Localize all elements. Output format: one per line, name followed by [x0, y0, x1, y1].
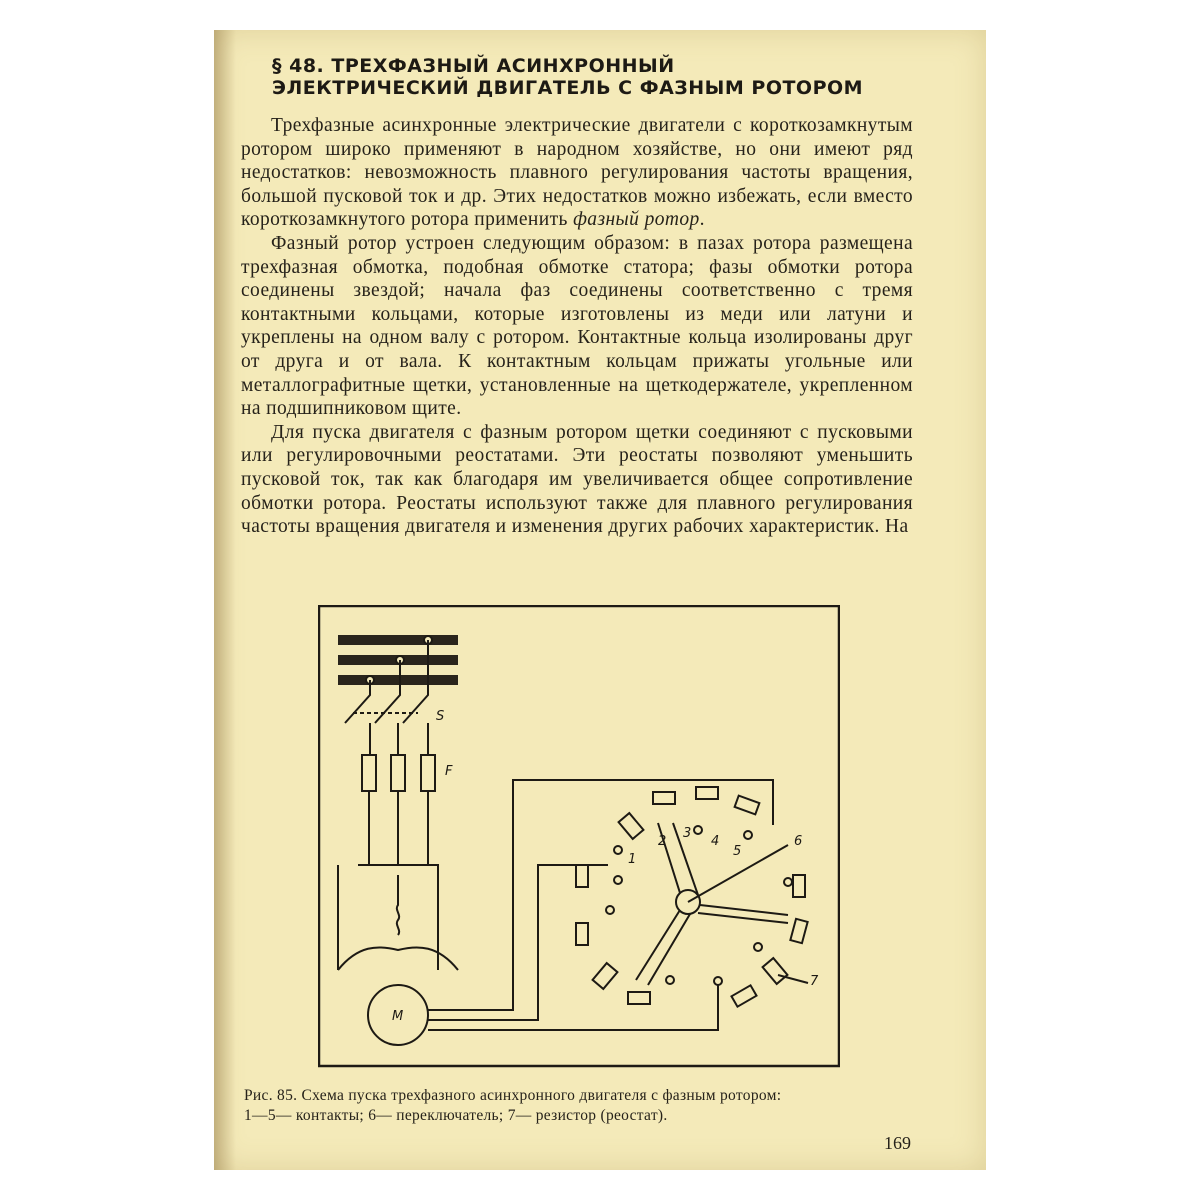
contact-label-1: 1: [628, 852, 637, 867]
rotor-lead-3: [428, 980, 718, 1030]
contact-label-5: 5: [733, 844, 742, 859]
body-text: [241, 114, 913, 539]
paragraph-3: Для пуска двигателя с фазным ротором щетки соединяют с пусковыми или регулировочными реостатами. Эти реостаты позволяют уменьшить пусковой ток, так как благодаря им увеличивается общее сопротивление обмотки ротора. Реостаты используют также для плавного регулирования частоты вращения двигателя и изменения других рабочих характеристик. На: [241, 421, 913, 538]
rotor-lead-2: [428, 865, 608, 1020]
caption-line-2: 1—5— контакты; 6— переключатель; 7— резистор (реостат).: [244, 1107, 668, 1124]
heading-line-1: § 48. ТРЕХФАЗНЫЙ АСИНХРОННЫЙ: [272, 55, 675, 77]
paragraph-2: Фазный ротор устроен следующим образом: в пазах ротора размещена трехфазная обмотка, подобная обмотке статора; фазы обмотки ротора соединены звездой; начала фаз соединены соответственно с тремя контактными кольцами, которые изготовлены из меди или латуни и укреплены на одном валу с ротором. Контактные кольца изолированы друг от друга и от вала. К контактным кольцам прижаты угольные или металлографитные щетки, установленные на щеткодержателе, укрепленном на подшипниковом щите.: [241, 232, 913, 420]
fuse-3: [421, 755, 435, 791]
fuse-out-lines: [369, 791, 428, 865]
fuse-2: [391, 755, 405, 791]
stator-winding: [338, 947, 458, 970]
contact-label-2: 2: [658, 834, 667, 849]
stator-coil: [397, 875, 399, 935]
paragraph-1-end: .: [699, 209, 705, 231]
figure-caption: [244, 1086, 916, 1126]
page-number: 169: [884, 1133, 911, 1153]
switcher-arm-lower: [636, 910, 690, 985]
rotor-lead-1: [428, 780, 773, 1010]
caption-line-1: Рис. 85. Схема пуска трехфазного асинхронного двигателя с фазным ротором:: [244, 1087, 782, 1104]
page-spine-shadow: [214, 30, 236, 1170]
label-motor: M: [392, 1009, 404, 1024]
section-heading: [272, 55, 912, 99]
contact-label-3: 3: [683, 826, 692, 841]
busbar-3: [338, 675, 458, 685]
paragraph-1-text: Трехфазные асинхронные электрические двигатели с короткозамкнутым ротором широко применяют в народном хозяйстве, но они имеют ряд недостатков: невозможность плавного регулирования частоты вращения, большой пусковой ток и др. Этих недостатков можно избежать, если вместо короткозамкнутого ротора применить: [241, 115, 913, 231]
paragraph-1: [241, 114, 913, 232]
contact-label-4: 4: [711, 834, 720, 849]
circuit-diagram: [318, 605, 840, 1071]
switch-blade-3: [345, 680, 370, 723]
label-switch: S: [436, 709, 445, 724]
switch-out-lines: [370, 723, 428, 755]
label-resistor: 7: [810, 974, 819, 989]
heading-line-2: ЭЛЕКТРИЧЕСКИЙ ДВИГАТЕЛЬ С ФАЗНЫМ РОТОРОМ: [272, 77, 864, 99]
label-fuse: F: [445, 764, 453, 779]
fuse-1: [362, 755, 376, 791]
term-phase-rotor: фазный ротор: [573, 209, 700, 231]
switcher-arm-right: [698, 905, 788, 923]
label-switcher: 6: [794, 834, 803, 849]
stator-leads: [338, 865, 438, 970]
busbar-1: [338, 635, 458, 645]
figure-85-diagram: [318, 605, 840, 1071]
